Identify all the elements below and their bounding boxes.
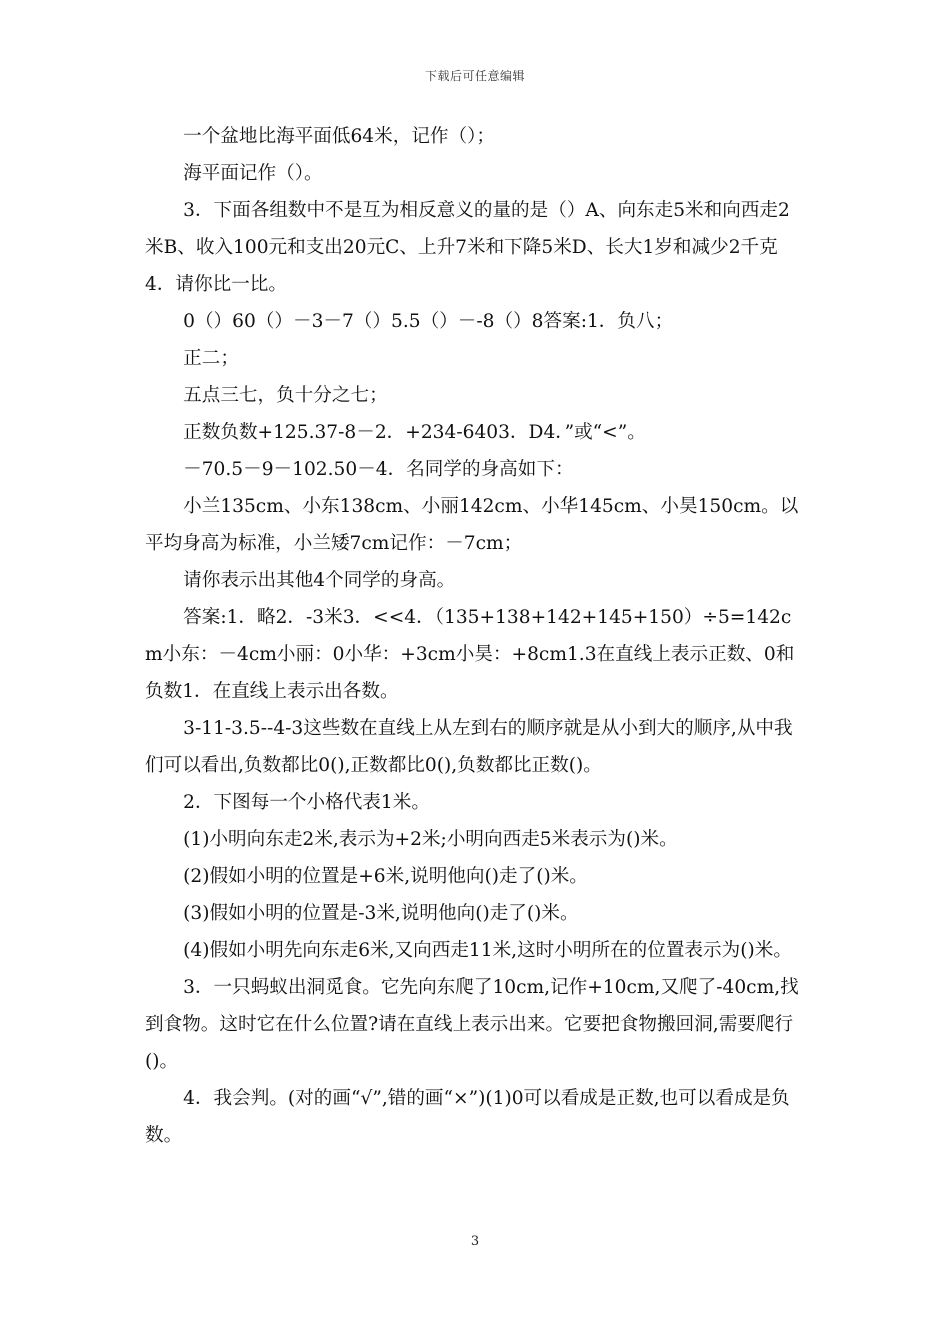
paragraph: 小兰135cm、小东138cm、小丽142cm、小华145cm、小昊150cm。以平均身高为标准，小兰矮7cm记作：－7cm； bbox=[145, 496, 799, 554]
paragraph: 3-11-3.5--4-3这些数在直线上从左到右的顺序就是从小到大的顺序,从中我们可以看出,负数都比0(),正数都比0(),负数都比正数()。 bbox=[145, 718, 793, 776]
paragraph: 五点三七，负十分之七； bbox=[183, 385, 388, 406]
paragraph: 4．我会判。(对的画“√”,错的画“×”)(1)0可以看成是正数,也可以看成是负数。 bbox=[145, 1088, 790, 1146]
paragraph: 3．一只蚂蚁出洞觅食。它先向东爬了10cm,记作+10cm,又爬了-40cm,找到食物。这时它在什么位置?请在直线上表示出来。它要把食物搬回洞,需要爬行()。 bbox=[145, 977, 799, 1072]
paragraph: 答案:1．略2．-3米3．<<4．（135+138+142+145+150）÷5=142cm小东：－4cm小丽：0小华：+3cm小昊：+8cm1.3在直线上表示正数、0和负数1．在直线上表示出各数。 bbox=[145, 607, 795, 702]
document-body bbox=[145, 118, 807, 1154]
paragraph: (4)假如小明先向东走6米,又向西走11米,这时小明所在的位置表示为()米。 bbox=[183, 940, 792, 961]
paragraph: 一个盆地比海平面低64米，记作（）； bbox=[183, 126, 495, 147]
paragraph: 0（）60（）－3－7（）5.5（）－-8（）8答案:1．负八； bbox=[183, 311, 674, 332]
paragraph: 海平面记作（）。 bbox=[183, 163, 323, 184]
paragraph: 正二； bbox=[183, 348, 239, 369]
paragraph: 正数负数+125.37-8－2．+234-6403．D4．”或“<”。 bbox=[183, 422, 646, 443]
paragraph: 2．下图每一个小格代表1米。 bbox=[183, 792, 430, 813]
paragraph: (3)假如小明的位置是-3米,说明他向()走了()米。 bbox=[183, 903, 579, 924]
paragraph: (1)小明向东走2米,表示为+2米;小明向西走5米表示为()米。 bbox=[183, 829, 678, 850]
paragraph: 3．下面各组数中不是互为相反意义的量的是（）A、向东走5米和向西走2米B、收入100元和支出20元C、上升7米和下降5米D、长大1岁和减少2千克4．请你比一比。 bbox=[145, 200, 790, 295]
page-header: 下载后可任意编辑 bbox=[424, 69, 525, 83]
paragraph: (2)假如小明的位置是+6米,说明他向()走了()米。 bbox=[183, 866, 588, 887]
paragraph: －70.5－9－102.50－4．名同学的身高如下： bbox=[183, 459, 574, 480]
page-number: 3 bbox=[470, 1234, 480, 1249]
paragraph: 请你表示出其他4个同学的身高。 bbox=[183, 570, 456, 591]
